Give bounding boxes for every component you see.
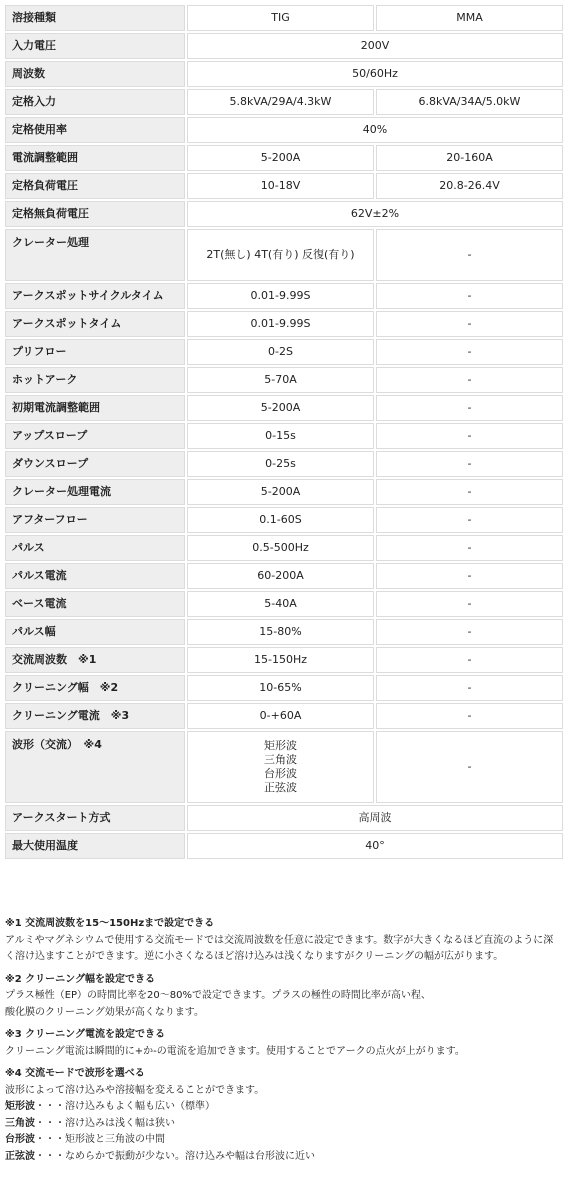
row-mma-cell: 20-160A: [376, 145, 563, 171]
row-tig-cell: 0-15s: [187, 423, 374, 449]
table-row: [5, 395, 563, 421]
note-title: ※1 交流周波数を15〜150Hzまで設定できる: [5, 918, 215, 929]
waveform-description: [5, 1132, 563, 1149]
row-tig-cell: 5-200A: [187, 395, 374, 421]
table-row: [5, 451, 563, 477]
row-tig-cell: 10-65%: [187, 675, 374, 701]
row-label-cell: クリーニング幅 ※2: [5, 675, 185, 701]
waveform-option: 矩形波: [264, 739, 297, 752]
row-tig-cell: 15-150Hz: [187, 647, 374, 673]
waveform-description: [5, 1099, 563, 1116]
waveform-option: 正弦波: [264, 781, 297, 794]
row-tig-cell: [187, 731, 374, 803]
row-label-cell: 初期電流調整範囲: [5, 395, 185, 421]
row-label-cell: 入力電圧: [5, 33, 185, 59]
row-mma-cell: -: [376, 591, 563, 617]
row-label-cell: クレーター処理電流: [5, 479, 185, 505]
table-row: [5, 339, 563, 365]
row-label-cell: 波形（交流） ※4: [5, 731, 185, 803]
note-title: ※3 クリーニング電流を設定できる: [5, 1029, 165, 1040]
row-label-cell: 定格負荷電圧: [5, 173, 185, 199]
waveform-desc: ・・・溶け込みは浅く幅は狭い: [35, 1117, 175, 1129]
row-mma-cell: 6.8kVA/34A/5.0kW: [376, 89, 563, 115]
waveform-name: 三角波: [5, 1117, 35, 1129]
table-row: [5, 61, 563, 87]
waveform-name: 台形波: [5, 1134, 35, 1145]
waveform-desc: ・・・なめらかで振動が少ない。溶け込みや幅は台形波に近い: [35, 1150, 315, 1162]
spec-table: [3, 3, 565, 861]
note-block: [5, 972, 563, 1022]
row-mma-cell: -: [376, 367, 563, 393]
row-mma-cell: -: [376, 479, 563, 505]
row-tig-cell: 15-80%: [187, 619, 374, 645]
waveform-description: [5, 1116, 563, 1133]
waveform-option: 台形波: [264, 767, 297, 780]
table-row: [5, 731, 563, 803]
row-label-cell: アークスポットタイム: [5, 311, 185, 337]
table-row: [5, 229, 563, 281]
header-label-cell: 溶接種類: [5, 5, 185, 31]
note-text: アルミやマグネシウムで使用する交流モードでは交流周波数を任意に設定できます。数字が大きくなるほど直流のように深く溶け込ますことができます。逆に小さくなるほど溶け込みは浅くなりますがクリーニングの幅が広がります。: [5, 934, 554, 962]
waveform-name: 正弦波: [5, 1150, 35, 1162]
waveform-option: 三角波: [264, 753, 297, 766]
row-tig-cell: 5-70A: [187, 367, 374, 393]
row-tig-cell: 0.1-60S: [187, 507, 374, 533]
row-mma-cell: -: [376, 731, 563, 803]
table-row: [5, 311, 563, 337]
table-row: [5, 173, 563, 199]
row-label-cell: クリーニング電流 ※3: [5, 703, 185, 729]
row-label-cell: アークスタート方式: [5, 805, 185, 831]
row-label-cell: パルス: [5, 535, 185, 561]
row-mma-cell: -: [376, 423, 563, 449]
row-label-cell: ダウンスロープ: [5, 451, 185, 477]
row-mma-cell: -: [376, 395, 563, 421]
row-tig-cell: 0-2S: [187, 339, 374, 365]
note-text: クリーニング電流は瞬間的に+か-の電流を追加できます。使用することでアークの点火が上がります。: [5, 1045, 465, 1057]
note-text: 波形によって溶け込みや溶接幅を変えることができます。: [5, 1084, 265, 1096]
row-tig-cell: 5-200A: [187, 145, 374, 171]
row-mma-cell: -: [376, 339, 563, 365]
table-row: [5, 647, 563, 673]
header-tig-cell: TIG: [187, 5, 374, 31]
table-row: [5, 563, 563, 589]
row-tig-cell: 0-+60A: [187, 703, 374, 729]
row-value-cell: 50/60Hz: [187, 61, 563, 87]
note-block: [5, 1027, 563, 1060]
header-mma-cell: MMA: [376, 5, 563, 31]
table-row: [5, 507, 563, 533]
row-value-cell: 40°: [187, 833, 563, 859]
row-value-cell: 200V: [187, 33, 563, 59]
table-row: [5, 89, 563, 115]
note-text: プラス極性（EP）の時間比率を20〜80%で設定できます。プラスの極性の時間比率が高い程、: [5, 990, 431, 1001]
row-label-cell: 交流周波数 ※1: [5, 647, 185, 673]
row-label-cell: クレーター処理: [5, 229, 185, 281]
row-mma-cell: -: [376, 619, 563, 645]
row-tig-cell: 60-200A: [187, 563, 374, 589]
note-text: 酸化膜のクリーニング効果が高くなります。: [5, 1006, 204, 1018]
row-mma-cell: -: [376, 675, 563, 701]
row-mma-cell: -: [376, 283, 563, 309]
table-row: [5, 535, 563, 561]
row-label-cell: ベース電流: [5, 591, 185, 617]
table-header-row: [5, 5, 563, 31]
row-tig-cell: 5-40A: [187, 591, 374, 617]
row-label-cell: アークスポットサイクルタイム: [5, 283, 185, 309]
row-label-cell: 最大使用温度: [5, 833, 185, 859]
row-tig-cell: 0-25s: [187, 451, 374, 477]
note-title: ※4 交流モードで波形を選べる: [5, 1068, 145, 1079]
table-row: [5, 591, 563, 617]
table-row: [5, 117, 563, 143]
table-row: [5, 283, 563, 309]
row-value-cell: 高周波: [187, 805, 563, 831]
table-row: [5, 145, 563, 171]
row-label-cell: パルス幅: [5, 619, 185, 645]
row-tig-cell: 5.8kVA/29A/4.3kW: [187, 89, 374, 115]
row-value-cell: 40%: [187, 117, 563, 143]
row-mma-cell: -: [376, 647, 563, 673]
row-mma-cell: -: [376, 311, 563, 337]
table-row: [5, 805, 563, 831]
row-mma-cell: -: [376, 229, 563, 281]
table-row: [5, 703, 563, 729]
waveform-description: [5, 1149, 563, 1166]
note-block: [5, 916, 563, 966]
row-label-cell: アップスロープ: [5, 423, 185, 449]
row-label-cell: パルス電流: [5, 563, 185, 589]
waveform-desc: ・・・溶け込みもよく幅も広い（標準）: [35, 1101, 215, 1112]
table-row: [5, 675, 563, 701]
row-tig-cell: 5-200A: [187, 479, 374, 505]
row-label-cell: 電流調整範囲: [5, 145, 185, 171]
row-tig-cell: 0.01-9.99S: [187, 311, 374, 337]
table-row: [5, 833, 563, 859]
row-tig-cell: 0.5-500Hz: [187, 535, 374, 561]
waveform-desc: ・・・矩形波と三角波の中間: [35, 1134, 165, 1145]
row-mma-cell: -: [376, 451, 563, 477]
table-row: [5, 33, 563, 59]
note-title: ※2 クリーニング幅を設定できる: [5, 973, 155, 985]
table-row: [5, 201, 563, 227]
row-label-cell: アフターフロー: [5, 507, 185, 533]
row-tig-cell: 2T(無し) 4T(有り) 反復(有り): [187, 229, 374, 281]
row-mma-cell: 20.8-26.4V: [376, 173, 563, 199]
row-label-cell: ホットアーク: [5, 367, 185, 393]
row-label-cell: 定格使用率: [5, 117, 185, 143]
table-row: [5, 479, 563, 505]
table-row: [5, 619, 563, 645]
table-row: [5, 423, 563, 449]
note-block: [5, 1066, 563, 1165]
row-mma-cell: -: [376, 703, 563, 729]
row-mma-cell: -: [376, 535, 563, 561]
waveform-name: 矩形波: [5, 1101, 35, 1112]
row-mma-cell: -: [376, 507, 563, 533]
row-label-cell: プリフロー: [5, 339, 185, 365]
row-tig-cell: 10-18V: [187, 173, 374, 199]
row-mma-cell: -: [376, 563, 563, 589]
row-label-cell: 定格無負荷電圧: [5, 201, 185, 227]
row-label-cell: 定格入力: [5, 89, 185, 115]
table-row: [5, 367, 563, 393]
row-label-cell: 周波数: [5, 61, 185, 87]
row-value-cell: 62V±2%: [187, 201, 563, 227]
spec-table-body: [5, 5, 563, 859]
notes-section: [5, 916, 563, 1171]
row-tig-cell: 0.01-9.99S: [187, 283, 374, 309]
